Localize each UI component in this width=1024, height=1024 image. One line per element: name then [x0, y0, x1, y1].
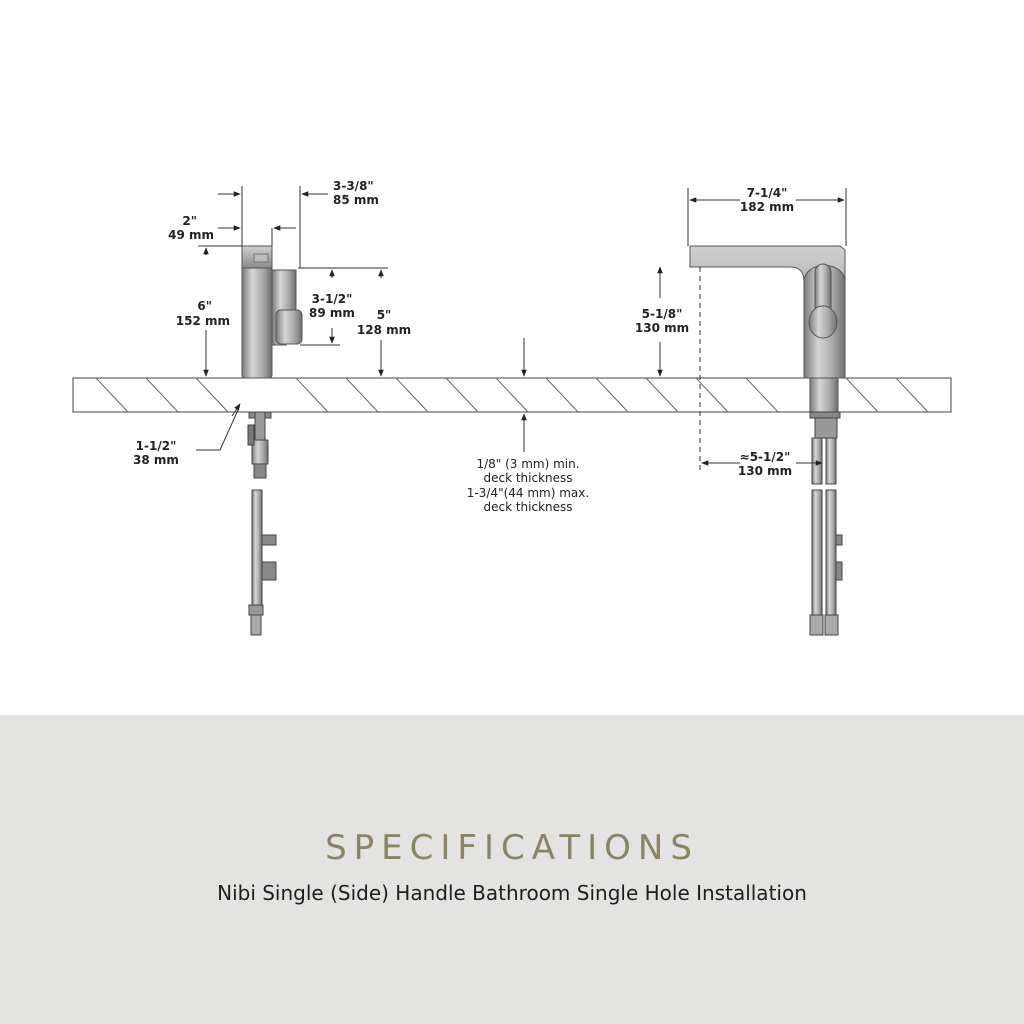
label-front-spout-height-metric: 130 mm: [634, 321, 690, 335]
label-front-spout-height-imperial: 5-1/8": [641, 307, 683, 321]
label-spout-to-handle-imperial: 3-3/8": [333, 179, 374, 193]
deck-min-label: deck thickness: [483, 471, 573, 485]
label-handle-height-metric: 89 mm: [309, 306, 355, 320]
label-body-width-metric: 49 mm: [168, 228, 214, 242]
specifications-subtitle: Nibi Single (Side) Handle Bathroom Single Hole Installation: [217, 881, 807, 905]
label-base-diameter-metric: 38 mm: [133, 453, 179, 467]
label-center-to-outlet-imperial: ≈5-1/2": [739, 450, 791, 464]
label-spout-to-handle-metric: 85 mm: [333, 193, 379, 207]
label-reach-imperial: 7-1/4": [746, 186, 788, 200]
deck-min-note: 1/8" (3 mm) min.: [476, 457, 580, 471]
faucet-side-view: [242, 246, 302, 635]
label-center-to-outlet-metric: 130 mm: [737, 464, 793, 478]
label-body-width-imperial: 2": [182, 214, 197, 228]
label-spout-height-imperial: 5": [376, 308, 392, 322]
label-total-height-metric: 152 mm: [175, 314, 230, 328]
faucet-front-view: [690, 246, 845, 635]
label-reach-metric: 182 mm: [739, 200, 795, 214]
label-base-diameter-imperial: 1-1/2": [135, 439, 177, 453]
deck-max-note: 1-3/4"(44 mm) max.: [466, 486, 590, 500]
deck-max-label: deck thickness: [483, 500, 573, 514]
label-total-height-imperial: 6": [197, 299, 212, 313]
label-spout-height-metric: 128 mm: [356, 323, 412, 337]
label-handle-height-imperial: 3-1/2": [311, 292, 353, 306]
specifications-footer: [0, 715, 1024, 1024]
specifications-heading: SPECIFICATIONS: [325, 828, 699, 868]
